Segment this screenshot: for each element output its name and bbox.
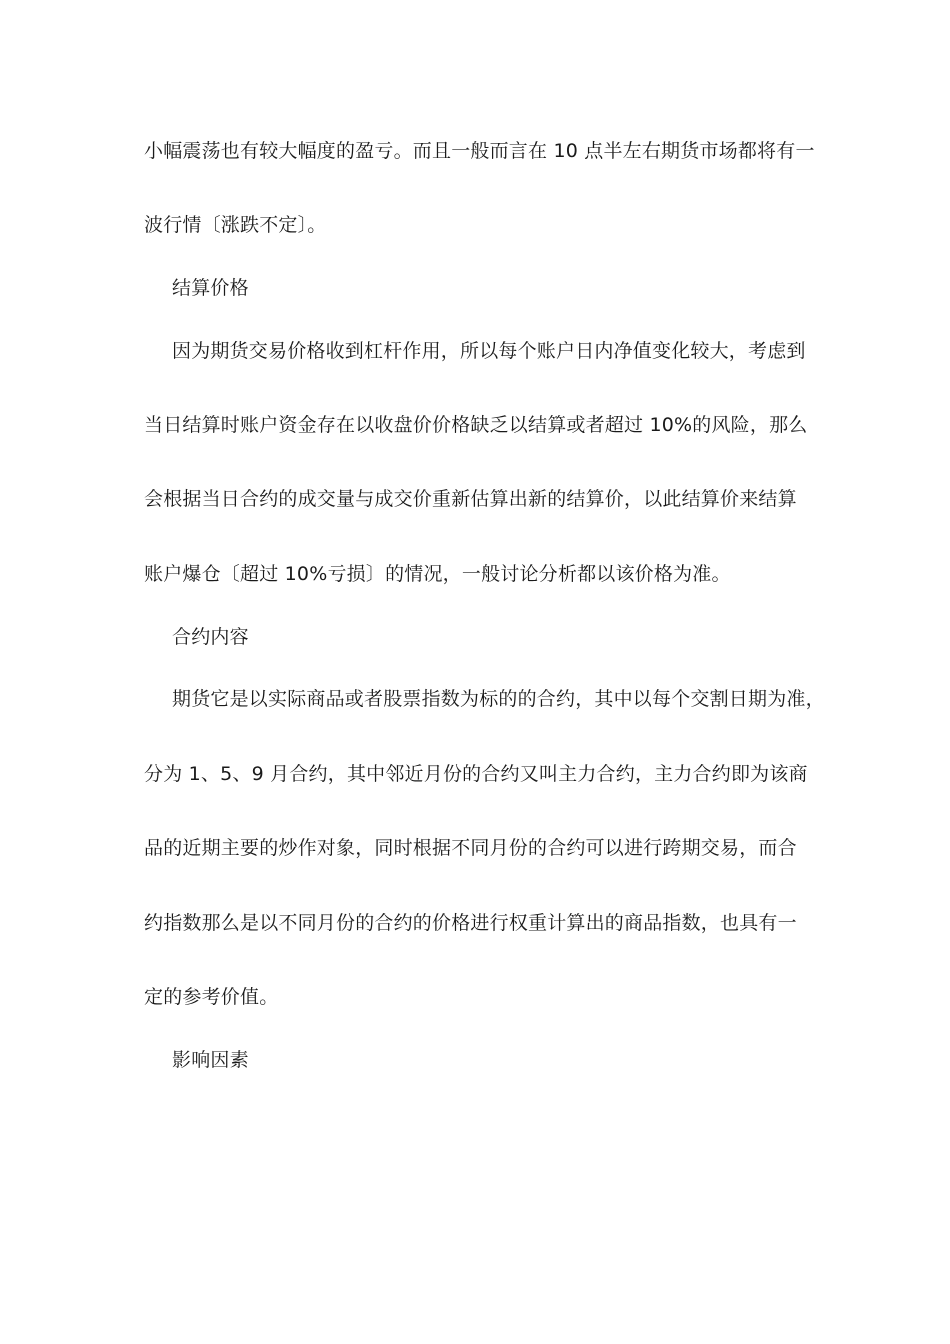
section-heading-settlement-price: 结算价格	[172, 277, 249, 299]
paragraph-line: 小幅震荡也有较大幅度的盈亏。而且一般而言在 10 点半左右期货市场都将有一	[144, 140, 815, 162]
paragraph-line: 会根据当日合约的成交量与成交价重新估算出新的结算价，以此结算价来结算	[144, 488, 797, 510]
paragraph-line: 约指数那么是以不同月份的合约的价格进行权重计算出的商品指数，也具有一	[144, 912, 797, 934]
section-heading-influencing-factors: 影响因素	[172, 1049, 249, 1071]
paragraph-line: 账户爆仓〔超过 10%亏损〕的情况，一般讨论分析都以该价格为准。	[144, 563, 731, 585]
paragraph-line: 定的参考价值。	[144, 986, 279, 1008]
section-heading-contract-content: 合约内容	[172, 626, 249, 648]
paragraph-line: 期货它是以实际商品或者股票指数为标的的合约，其中以每个交割日期为准，	[172, 688, 825, 710]
paragraph-line: 品的近期主要的炒作对象，同时根据不同月份的合约可以进行跨期交易，而合	[144, 837, 797, 859]
paragraph-line: 因为期货交易价格收到杠杆作用，所以每个账户日内净值变化较大，考虑到	[172, 340, 806, 362]
paragraph-line: 波行情〔涨跌不定〕。	[144, 214, 327, 236]
paragraph-line: 分为 1、5、9 月合约，其中邻近月份的合约又叫主力合约，主力合约即为该商	[144, 763, 808, 785]
paragraph-line: 当日结算时账户资金存在以收盘价价格缺乏以结算或者超过 10%的风险，那么	[144, 414, 808, 436]
